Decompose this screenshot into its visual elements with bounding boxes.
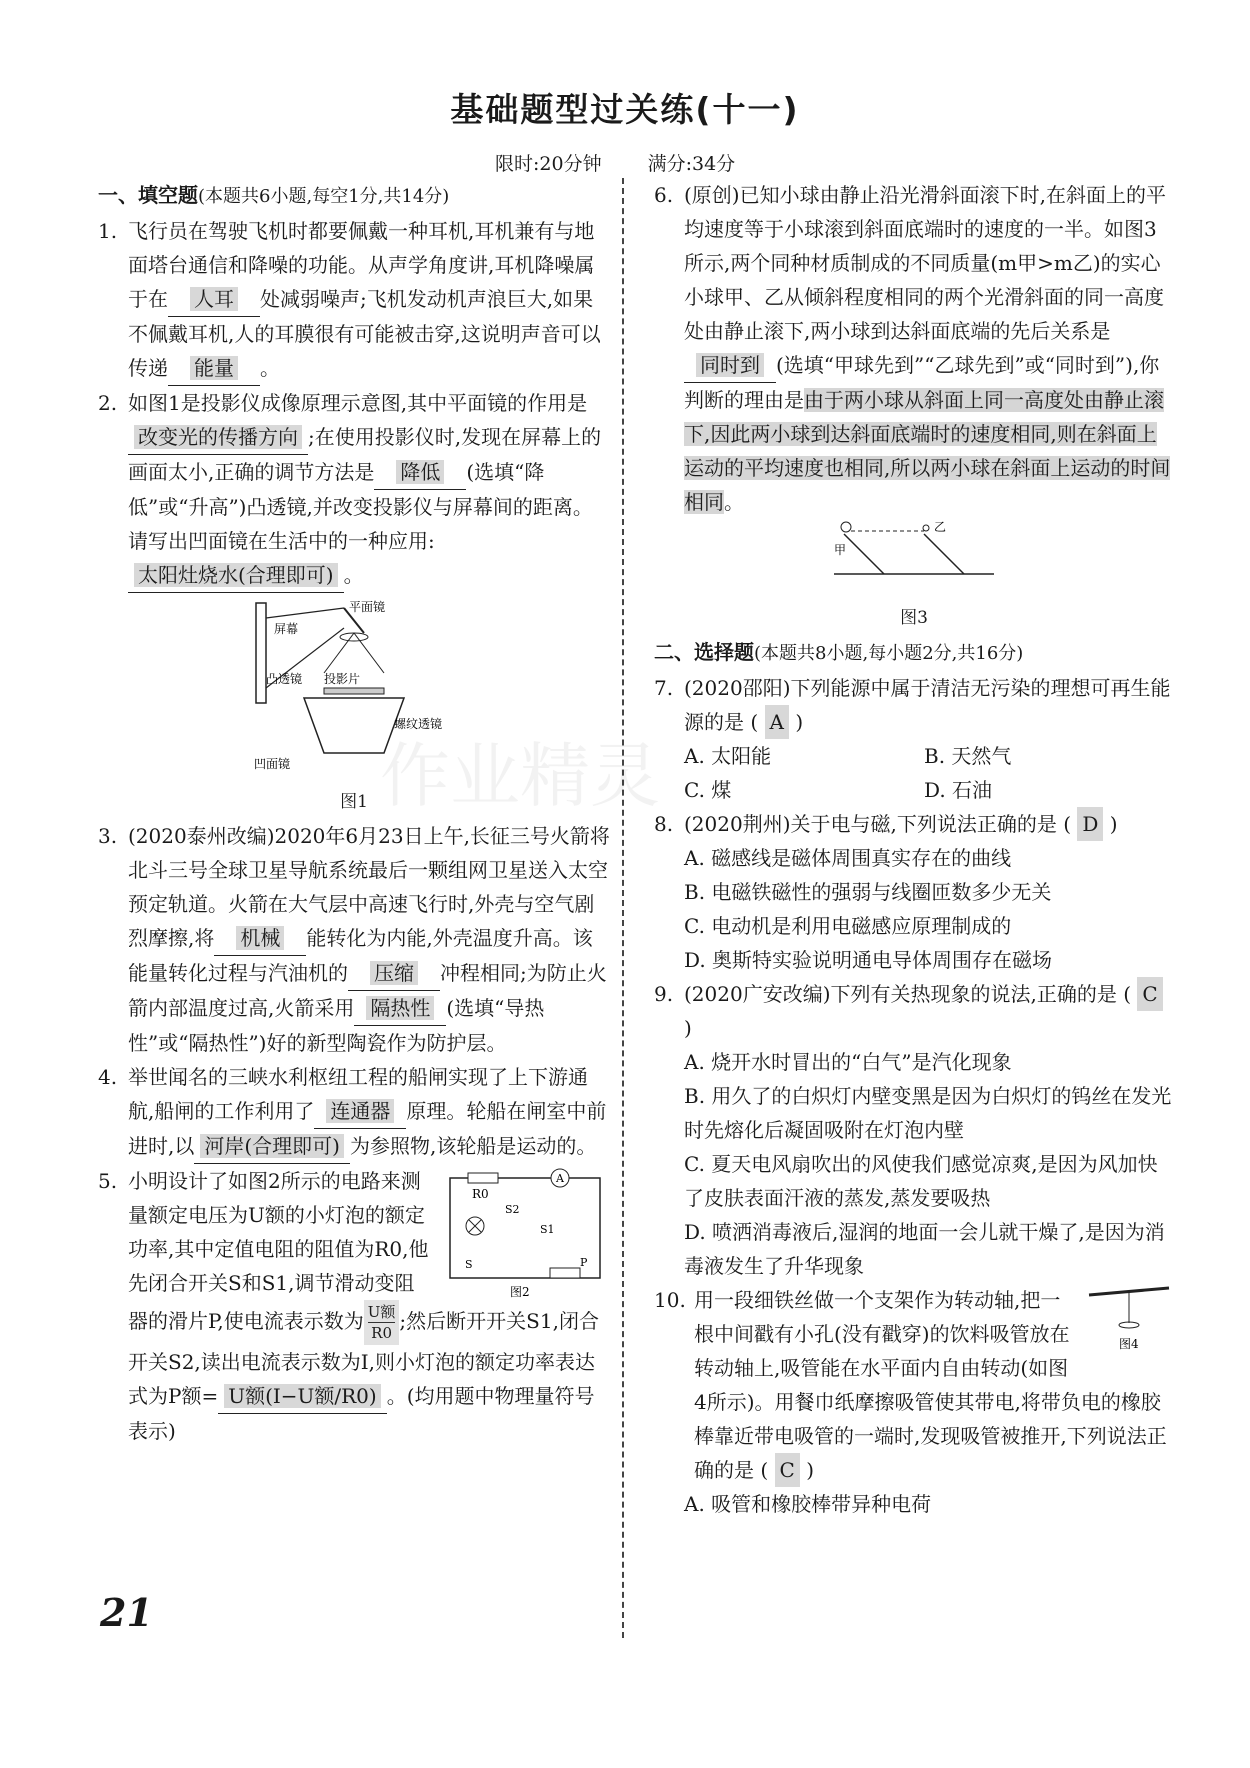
question-1: 1. 飞行员在驾驶飞机时都要佩戴一种耳机,耳机兼有与地面塔台通信和降噪的功能。从声学角度讲,耳机降噪属于在 人耳 处减弱噪声;飞机发动机声浪巨大,如果不佩戴耳机,人的耳膜很有可能被击穿,这说明声音可以传递 能量 。	[98, 214, 610, 386]
question-5: 5. R0 A S2 S1 S P 图2 小明设计了如图2所示的电路来测量额定电压为U额的小灯泡的额定功率,其中定值电阻的阻值为R0,他先闭合开关S和S1,调节滑动变阻器的滑片P,使电流表示数为 $\frac{\text{U额}}{R0}$;然后断开开关S1,闭合开关S2,读出电流表示数为I,则小灯泡的额定功率表达式为P额= U额(I−U额/R0) 。(均用题中物理量符号表示)	[98, 1164, 610, 1448]
question-6: 6. (原创)已知小球由静止沿光滑斜面滚下时,在斜面上的平均速度等于小球滚到斜面底端时的速度的一半。如图3所示,两个同种材质制成的不同质量(m甲>m乙)的实心小球甲、乙从倾斜程度相同的两个光滑斜面的同一高度处由静止滚下,两小球到达斜面底端的先后关系是同时到 (选填“甲球先到”“乙球先到”或“同时到”),你判断的理由是由于两小球从斜面上同一高度处由静止滚下,因此两小球到达斜面底端时的速度相同,则在斜面上运动的平均速度也相同,所以两小球在斜面上运动的时间相同。	[654, 183, 1171, 514]
svg-text:S1: S1	[540, 1223, 555, 1236]
column-divider	[622, 178, 624, 1638]
time-label: 限时:20分钟	[495, 153, 602, 175]
answer-blank[interactable]: 河岸(合理即可)	[194, 1129, 350, 1164]
answer-choice[interactable]: C	[1137, 977, 1162, 1011]
answer-blank[interactable]: 连通器	[314, 1094, 406, 1129]
answer-blank[interactable]: 人耳	[168, 282, 260, 317]
page-title: 基础题型过关练(十一)	[450, 90, 800, 129]
watermark: 作业精灵	[380, 735, 660, 817]
svg-text:平面镜: 平面镜	[349, 600, 386, 614]
svg-text:P: P	[580, 1256, 588, 1269]
answer-long[interactable]: 由于两小球从斜面上同一高度处由静止滚下,因此两小球到达斜面底端时的速度相同,则在斜面上运动的平均速度也相同,所以两小球在斜面上运动的时间相同	[684, 388, 1171, 514]
svg-text:S2: S2	[505, 1203, 520, 1216]
figure-3-caption: 图3	[900, 608, 928, 628]
straw-diagram	[1084, 1283, 1174, 1353]
slope-diagram	[834, 519, 994, 589]
figure-1-caption: 图1	[340, 792, 368, 812]
answer-choice[interactable]: A	[765, 705, 789, 739]
fig1-screen-label: 屏幕	[274, 622, 299, 636]
svg-text:凸透镜: 凸透镜	[266, 672, 303, 686]
answer-fraction[interactable]: $\frac{\text{U额}}{R0}$	[364, 1300, 400, 1345]
q7-options: A. 太阳能 B. 天然气 C. 煤 D. 石油	[684, 744, 1012, 802]
svg-text:S: S	[465, 1258, 473, 1271]
answer-blank[interactable]: 降低	[374, 455, 466, 490]
answer-choice[interactable]: C	[775, 1453, 800, 1487]
svg-text:凹面镜: 凹面镜	[254, 757, 291, 771]
figure-4-caption: 图4	[1119, 1337, 1139, 1351]
answer-blank[interactable]: 机械	[214, 921, 306, 956]
question-3: 3. (2020泰州改编)2020年6月23日上午,长征三号火箭将北斗三号全球卫星导航系统最后一颗组网卫星送入太空预定轨道。火箭在大气层中高速飞行时,外壳与空气剧烈摩擦,将 机械 能转化为内能,外壳温度升高。该能量转化过程与汽油机的 压缩 冲程相同;为防止火箭内部温度过高,火箭采用 隔热性 (选填“导热性”或“隔热性”)好的新型陶瓷作为防护层。	[98, 824, 610, 1055]
svg-text:R0: R0	[472, 1187, 489, 1201]
question-8: 8. (2020荆州)关于电与磁,下列说法正确的是 ( D )	[654, 807, 1174, 841]
time-limit	[495, 149, 781, 176]
svg-text:螺纹透镜: 螺纹透镜	[394, 717, 443, 731]
question-4: 4. 举世闻名的三峡水利枢纽工程的船闸实现了上下游通航,船闸的工作利用了 连通器 原理。轮船在闸室中前进时,以 河岸(合理即可) 为参照物,该轮船是运动的。	[98, 1060, 610, 1164]
answer-blank[interactable]: 同时到	[684, 348, 776, 383]
answer-choice[interactable]: D	[1077, 807, 1103, 841]
svg-text:投影片: 投影片	[324, 672, 361, 686]
section-1-header: 一、填空题(本题共6小题,每空1分,共14分)	[98, 183, 450, 207]
q9-options: A. 烧开水时冒出的“白气”是汽化现象 B. 用久了的白炽灯内壁变黑是因为白炽灯的钨丝在发光时先熔化后凝固吸附在灯泡内壁 C. 夏天电风扇吹出的风使我们感觉凉爽,是因为风加快了皮肤表面汗液的蒸发,蒸发要吸热 D. 喷洒消毒液后,湿润的地面一会儿就干燥了,是因为消毒液发生了升华现象	[684, 1050, 1172, 1278]
answer-blank[interactable]: U额(I−U额/R0)	[218, 1379, 387, 1414]
question-10: 10. 图4 用一段细铁丝做一个支架作为转动轴,把一根中间戳有小孔(没有戳穿)的饮料吸管放在转动轴上,吸管能在水平面内自由转动(如图4所示)。用餐巾纸摩擦吸管使其带电,将带负电的橡胶棒靠近带电吸管的一端时,发现吸管被推开,下列说法正确的是 ( C )	[654, 1283, 1174, 1487]
answer-blank[interactable]: 隔热性	[354, 991, 446, 1026]
q8-options: A. 磁感线是磁体周围真实存在的曲线 B. 电磁铁磁性的强弱与线圈匝数多少无关 C. 电动机是利用电磁感应原理制成的 D. 奥斯特实验说明通电导体周围存在磁场	[684, 846, 1053, 972]
question-2: 2. 如图1是投影仪成像原理示意图,其中平面镜的作用是改变光的传播方向 ;在使用投影仪时,发现在屏幕上的画面太小,正确的调节方法是 降低 (选填“降低”或“升高”)凸透镜,并改变投影仪与屏幕间的距离。请写出凹面镜在生活中的一种应用:太阳灶烧水(合理即可) 。	[98, 386, 610, 593]
figure-2-caption: 图2	[510, 1285, 530, 1298]
question-7: 7. (2020邵阳)下列能源中属于清洁无污染的理想可再生能源的是 ( A )	[654, 671, 1174, 739]
right-column	[654, 178, 1174, 1521]
q10-options: A. 吸管和橡胶棒带异种电荷	[684, 1492, 932, 1516]
question-9: 9. (2020广安改编)下列有关热现象的说法,正确的是 ( C )	[654, 977, 1174, 1045]
circuit-diagram	[440, 1168, 610, 1298]
svg-text:甲: 甲	[834, 543, 847, 557]
svg-text:A: A	[556, 1172, 564, 1185]
answer-blank[interactable]: 能量	[168, 351, 260, 386]
figure-3	[654, 519, 1174, 635]
answer-blank[interactable]: 太阳灶烧水(合理即可)	[128, 558, 344, 593]
answer-blank[interactable]: 压缩	[348, 956, 440, 991]
score-label: 满分:34分	[647, 153, 736, 175]
page-number: 21	[100, 1590, 153, 1635]
section-2-header: 二、选择题(本题共8小题,每小题2分,共16分)	[654, 640, 1024, 664]
svg-text:乙: 乙	[934, 520, 947, 534]
answer-blank[interactable]: 改变光的传播方向	[128, 420, 308, 455]
